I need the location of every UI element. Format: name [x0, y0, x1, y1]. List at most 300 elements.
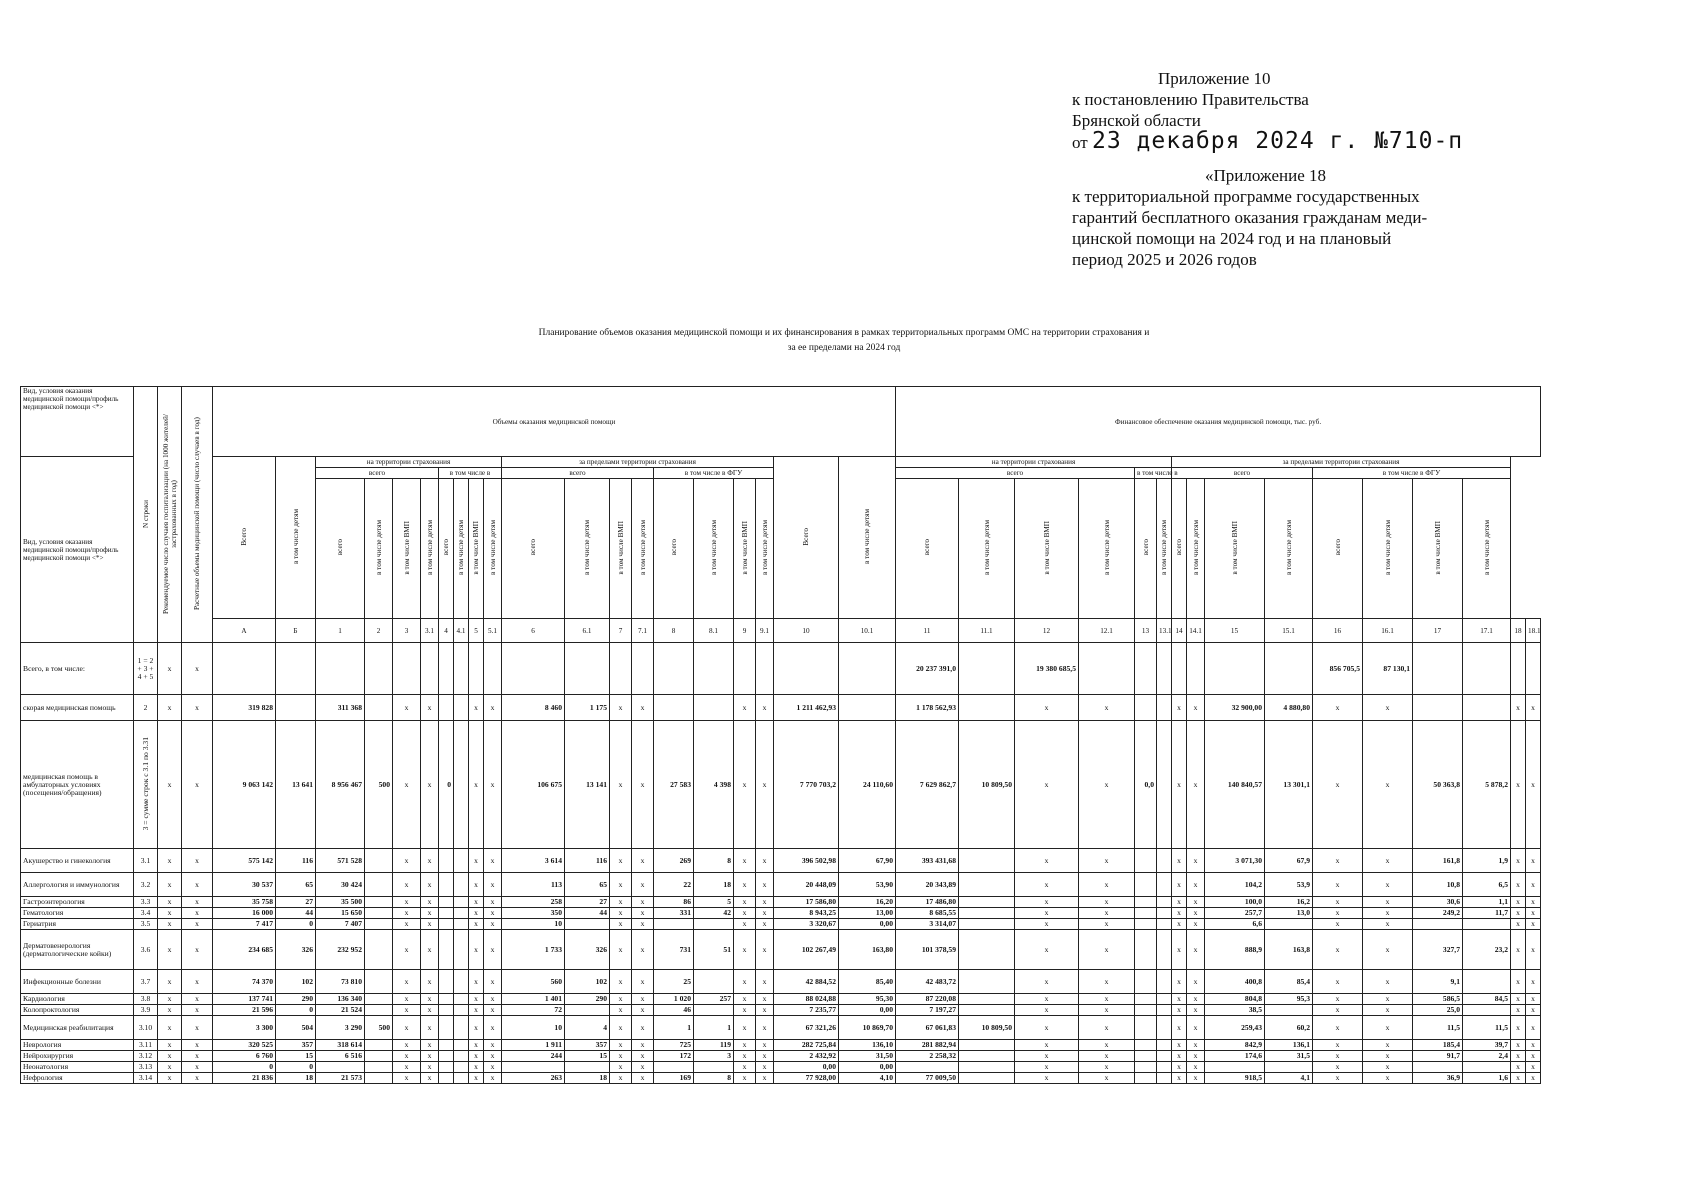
table-cell: 326: [565, 930, 610, 970]
table-cell: x: [1079, 919, 1135, 930]
header-vol-children: в том числе детям: [276, 457, 316, 619]
table-cell: x: [1079, 1051, 1135, 1062]
table-cell: 21 836: [213, 1073, 276, 1084]
table-cell: x: [484, 970, 502, 994]
table-cell: [1413, 643, 1463, 695]
table-cell: x: [610, 970, 632, 994]
table-row: [21, 873, 1541, 897]
table-cell: 8 460: [502, 695, 565, 721]
table-cell: 17 586,80: [774, 897, 839, 908]
table-cell: [959, 908, 1015, 919]
table-cell: [654, 695, 694, 721]
table-cell: [959, 849, 1015, 873]
table-cell: x: [158, 643, 182, 695]
table-cell: x: [158, 849, 182, 873]
table-cell: x: [610, 873, 632, 897]
table-cell: x: [1363, 1073, 1413, 1084]
table-cell: x: [421, 721, 439, 849]
table-cell: 918,5: [1205, 1073, 1265, 1084]
table-cell: x: [1511, 1005, 1526, 1016]
table-cell: 586,5: [1413, 994, 1463, 1005]
table-cell: x: [756, 695, 774, 721]
table-cell: [316, 643, 365, 695]
table-cell: [1463, 1062, 1511, 1073]
table-cell: [439, 849, 454, 873]
table-cell: x: [484, 1005, 502, 1016]
table-cell: x: [1187, 970, 1205, 994]
table-cell: 7 770 703,2: [774, 721, 839, 849]
table-cell: [565, 1005, 610, 1016]
table-cell: x: [1526, 1062, 1541, 1073]
header-fin-children: в том числе детям: [839, 457, 896, 619]
table-cell: x: [1079, 1016, 1135, 1040]
table-cell: x: [158, 919, 182, 930]
table-cell: x: [1172, 908, 1187, 919]
table-cell: 331: [654, 908, 694, 919]
table-cell: 11,5: [1463, 1016, 1511, 1040]
table-cell: x: [158, 930, 182, 970]
table-cell: x: [1526, 994, 1541, 1005]
table-cell: 8: [694, 1073, 734, 1084]
table-cell: 113: [502, 873, 565, 897]
header-fin-out-total: всего: [1172, 468, 1313, 479]
table-cell: x: [1363, 1062, 1413, 1073]
table-cell: x: [756, 994, 774, 1005]
table-cell: [1157, 1040, 1172, 1051]
column-code: 1: [316, 619, 365, 643]
table-cell: x: [484, 695, 502, 721]
table-cell: x: [734, 1051, 756, 1062]
table-cell: 20 343,89: [896, 873, 959, 897]
header-view-top: Вид, условия оказания медицинской помощи/профиль медицинской помощи <*>: [21, 387, 134, 457]
table-cell: x: [1313, 1051, 1363, 1062]
table-cell: x: [756, 1040, 774, 1051]
table-cell: [1135, 1062, 1157, 1073]
table-cell: [959, 873, 1015, 897]
table-cell: 101 378,59: [896, 930, 959, 970]
table-cell: x: [182, 1016, 213, 1040]
table-cell: 22: [654, 873, 694, 897]
table-cell: 5: [694, 897, 734, 908]
table-cell: [734, 643, 756, 695]
subheader-cell: в том числе ВМП: [1015, 479, 1079, 619]
table-cell: x: [484, 721, 502, 849]
subheader-cell: в том числе детям: [421, 479, 439, 619]
table-cell: x: [484, 919, 502, 930]
row-code: 3.13: [134, 1062, 158, 1073]
table-cell: x: [1511, 994, 1526, 1005]
subheader-cell: всего: [439, 479, 454, 619]
table-cell: 27 583: [654, 721, 694, 849]
table-cell: 24 110,60: [839, 721, 896, 849]
table-cell: 7 235,77: [774, 1005, 839, 1016]
table-cell: 119: [694, 1040, 734, 1051]
table-cell: x: [469, 721, 484, 849]
table-cell: 500: [365, 721, 393, 849]
column-code: 3: [393, 619, 421, 643]
row-label: Нефрология: [21, 1073, 134, 1084]
table-cell: 8 943,25: [774, 908, 839, 919]
table-cell: x: [632, 908, 654, 919]
table-cell: 13 301,1: [1265, 721, 1313, 849]
table-cell: [839, 643, 896, 695]
table-cell: x: [632, 873, 654, 897]
table-cell: x: [734, 873, 756, 897]
table-cell: x: [632, 919, 654, 930]
table-cell: x: [1511, 1062, 1526, 1073]
table-cell: [1157, 897, 1172, 908]
table-cell: x: [1313, 873, 1363, 897]
table-cell: 504: [276, 1016, 316, 1040]
table-row: [21, 643, 1541, 695]
table-cell: x: [1187, 908, 1205, 919]
header-view: Вид, условия оказания медицинской помощи/профиль медицинской помощи <*>: [21, 457, 134, 643]
table-cell: x: [1187, 1016, 1205, 1040]
table-cell: x: [1187, 695, 1205, 721]
subheader-cell: в том числе детям: [756, 479, 774, 619]
table-row: [21, 1016, 1541, 1040]
table-cell: x: [1187, 721, 1205, 849]
table-cell: x: [1172, 1051, 1187, 1062]
table-cell: x: [1187, 994, 1205, 1005]
table-cell: [694, 970, 734, 994]
table-cell: [1265, 1062, 1313, 1073]
table-cell: x: [469, 897, 484, 908]
table-cell: [959, 1040, 1015, 1051]
row-label: Всего, в том числе:: [21, 643, 134, 695]
subheader-cell: в том числе детям: [632, 479, 654, 619]
table-cell: x: [1526, 695, 1541, 721]
table-cell: [959, 897, 1015, 908]
table-cell: x: [1187, 1040, 1205, 1051]
table-cell: x: [1313, 930, 1363, 970]
subheader-cell: всего: [1172, 479, 1187, 619]
document-title-line-1: Планирование объемов оказания медицинской помощи и их финансирования в рамках территориальных программ ОМС на территории страхования и: [538, 328, 1150, 338]
header-nrow: N строки: [134, 387, 158, 643]
table-cell: 42 884,52: [774, 970, 839, 994]
row-code: 3.1: [134, 849, 158, 873]
subheader-cell: всего: [1313, 479, 1363, 619]
column-code: 17.1: [1463, 619, 1511, 643]
table-cell: x: [1079, 695, 1135, 721]
table-cell: [1157, 919, 1172, 930]
row-label: Гематология: [21, 908, 134, 919]
table-cell: x: [1363, 721, 1413, 849]
table-cell: x: [734, 1073, 756, 1084]
table-cell: x: [469, 1062, 484, 1073]
table-cell: 4 880,80: [1265, 695, 1313, 721]
table-cell: x: [632, 1040, 654, 1051]
header-fin-total: Всего: [774, 457, 839, 619]
table-cell: x: [1526, 919, 1541, 930]
table-cell: 888,9: [1205, 930, 1265, 970]
table-cell: 3 300: [213, 1016, 276, 1040]
table-cell: x: [1015, 1062, 1079, 1073]
table-cell: [365, 849, 393, 873]
table-cell: x: [1172, 897, 1187, 908]
table-cell: 0,0: [1135, 721, 1157, 849]
header-line-1: Приложение 10: [1158, 69, 1271, 88]
table-cell: 10: [502, 1016, 565, 1040]
row-code: 3.4: [134, 908, 158, 919]
row-label: Инфекционные болезни: [21, 970, 134, 994]
table-cell: 319 828: [213, 695, 276, 721]
table-cell: [1135, 1005, 1157, 1016]
table-cell: 1 175: [565, 695, 610, 721]
table-cell: [439, 1051, 454, 1062]
table-cell: x: [632, 897, 654, 908]
table-cell: x: [1172, 930, 1187, 970]
table-cell: x: [1079, 1073, 1135, 1084]
table-cell: x: [1511, 908, 1526, 919]
table-cell: 74 370: [213, 970, 276, 994]
subheader-cell: в том числе ВМП: [469, 479, 484, 619]
table-cell: x: [1511, 849, 1526, 873]
table-cell: x: [756, 1005, 774, 1016]
table-cell: 42 483,72: [896, 970, 959, 994]
table-cell: x: [610, 908, 632, 919]
column-code: 15.1: [1265, 619, 1313, 643]
table-cell: 27: [565, 897, 610, 908]
column-code: 10.1: [839, 619, 896, 643]
table-cell: 290: [565, 994, 610, 1005]
table-cell: x: [469, 930, 484, 970]
table-cell: x: [393, 1005, 421, 1016]
table-cell: [365, 643, 393, 695]
table-cell: x: [610, 1005, 632, 1016]
column-code: 5: [469, 619, 484, 643]
table-row: [21, 908, 1541, 919]
table-cell: 137 741: [213, 994, 276, 1005]
table-cell: 500: [365, 1016, 393, 1040]
table-cell: [454, 1040, 469, 1051]
table-cell: x: [610, 849, 632, 873]
column-code: 17: [1413, 619, 1463, 643]
table-cell: 35 500: [316, 897, 365, 908]
table-cell: [959, 1005, 1015, 1016]
column-code: 18.1: [1526, 619, 1541, 643]
table-cell: [1157, 695, 1172, 721]
table-cell: x: [1015, 721, 1079, 849]
column-code: 4.1: [454, 619, 469, 643]
table-cell: [1205, 643, 1265, 695]
table-cell: [1135, 970, 1157, 994]
table-cell: 259,43: [1205, 1016, 1265, 1040]
table-cell: 95,3: [1265, 994, 1313, 1005]
table-cell: x: [610, 897, 632, 908]
table-cell: 234 685: [213, 930, 276, 970]
table-cell: x: [632, 970, 654, 994]
table-cell: 2 258,32: [896, 1051, 959, 1062]
table-cell: [1135, 930, 1157, 970]
table-cell: x: [756, 721, 774, 849]
table-cell: x: [1172, 1073, 1187, 1084]
table-cell: x: [1079, 1005, 1135, 1016]
table-cell: x: [421, 1040, 439, 1051]
table-cell: 350: [502, 908, 565, 919]
table-cell: 1 178 562,93: [896, 695, 959, 721]
table-cell: x: [734, 930, 756, 970]
table-cell: 60,2: [1265, 1016, 1313, 1040]
row-label: Неонатология: [21, 1062, 134, 1073]
row-code: 3.5: [134, 919, 158, 930]
table-row: [21, 849, 1541, 873]
table-cell: x: [1172, 970, 1187, 994]
column-code: 14.1: [1187, 619, 1205, 643]
table-cell: x: [1363, 970, 1413, 994]
table-cell: x: [393, 1040, 421, 1051]
table-cell: 16,2: [1265, 897, 1313, 908]
table-cell: 65: [565, 873, 610, 897]
table-cell: 102: [565, 970, 610, 994]
table-cell: [959, 970, 1015, 994]
table-cell: 575 142: [213, 849, 276, 873]
column-code: 16.1: [1363, 619, 1413, 643]
table-cell: 269: [654, 849, 694, 873]
table-cell: 10 869,70: [839, 1016, 896, 1040]
table-cell: x: [182, 919, 213, 930]
table-cell: x: [393, 695, 421, 721]
table-row: [21, 1005, 1541, 1016]
table-cell: [1511, 643, 1526, 695]
subheader-cell: всего: [316, 479, 365, 619]
table-cell: x: [182, 1005, 213, 1016]
table-cell: 39,7: [1463, 1040, 1511, 1051]
table-cell: x: [484, 1051, 502, 1062]
table-cell: x: [1079, 1040, 1135, 1051]
table-cell: 32 900,00: [1205, 695, 1265, 721]
table-cell: x: [756, 1073, 774, 1084]
table-cell: [469, 643, 484, 695]
subheader-cell: в том числе ВМП: [1413, 479, 1463, 619]
table-cell: x: [1526, 897, 1541, 908]
header-finance: Финансовое обеспечение оказания медицинской помощи, тыс. руб.: [896, 387, 1541, 457]
table-cell: [365, 897, 393, 908]
document-title-line-2: за ее пределами на 2024 год: [787, 343, 901, 353]
table-cell: x: [1015, 930, 1079, 970]
table-cell: [276, 695, 316, 721]
header-vol-total: Всего: [213, 457, 276, 619]
table-cell: x: [182, 849, 213, 873]
table-cell: x: [1511, 1016, 1526, 1040]
table-cell: [1157, 1051, 1172, 1062]
table-cell: x: [469, 695, 484, 721]
table-cell: [439, 908, 454, 919]
planning-table: [20, 386, 1541, 1084]
table-cell: 3 290: [316, 1016, 365, 1040]
table-cell: [365, 930, 393, 970]
table-cell: x: [1079, 994, 1135, 1005]
table-cell: [1157, 849, 1172, 873]
table-cell: 6 760: [213, 1051, 276, 1062]
table-cell: 46: [654, 1005, 694, 1016]
table-cell: x: [756, 930, 774, 970]
table-cell: 396 502,98: [774, 849, 839, 873]
table-cell: 7 197,27: [896, 1005, 959, 1016]
table-cell: [1135, 1073, 1157, 1084]
column-code: 10: [774, 619, 839, 643]
table-cell: x: [1187, 873, 1205, 897]
table-cell: 0: [276, 1062, 316, 1073]
subheader-cell: в том числе ВМП: [1205, 479, 1265, 619]
table-cell: x: [158, 1016, 182, 1040]
table-cell: x: [393, 1062, 421, 1073]
table-cell: 16 000: [213, 908, 276, 919]
table-cell: 19 380 685,5: [1015, 643, 1079, 695]
table-cell: x: [734, 721, 756, 849]
table-cell: 15: [565, 1051, 610, 1062]
table-cell: x: [1363, 1051, 1413, 1062]
table-row: [21, 721, 1541, 849]
table-cell: x: [182, 994, 213, 1005]
table-cell: [439, 897, 454, 908]
table-cell: x: [632, 1051, 654, 1062]
table-cell: 77 009,50: [896, 1073, 959, 1084]
table-cell: x: [421, 919, 439, 930]
table-cell: x: [182, 1051, 213, 1062]
table-cell: [484, 643, 502, 695]
table-cell: 116: [276, 849, 316, 873]
table-cell: x: [421, 897, 439, 908]
table-cell: x: [734, 897, 756, 908]
table-cell: x: [1015, 1051, 1079, 1062]
table-cell: x: [421, 695, 439, 721]
table-cell: 13,00: [839, 908, 896, 919]
table-cell: 67,9: [1265, 849, 1313, 873]
table-row: [21, 1073, 1541, 1084]
table-cell: x: [1187, 1073, 1205, 1084]
table-cell: x: [734, 1040, 756, 1051]
table-cell: [1463, 970, 1511, 994]
table-cell: x: [393, 897, 421, 908]
table-cell: 87 220,08: [896, 994, 959, 1005]
subheader-cell: в том числе детям: [1265, 479, 1313, 619]
table-cell: 4,1: [1265, 1073, 1313, 1084]
approval-header: [1072, 68, 1463, 270]
table-cell: x: [756, 919, 774, 930]
table-cell: [1135, 919, 1157, 930]
table-row: [21, 994, 1541, 1005]
table-cell: x: [1172, 695, 1187, 721]
table-cell: [439, 873, 454, 897]
row-label: Колопроктология: [21, 1005, 134, 1016]
table-cell: x: [1526, 873, 1541, 897]
table-cell: 1 911: [502, 1040, 565, 1051]
table-cell: x: [610, 1040, 632, 1051]
table-cell: x: [158, 695, 182, 721]
table-cell: [1157, 643, 1172, 695]
table-cell: x: [393, 849, 421, 873]
table-cell: [694, 919, 734, 930]
table-cell: 8: [694, 849, 734, 873]
table-cell: x: [1363, 919, 1413, 930]
column-code: 13: [1135, 619, 1157, 643]
table-cell: [365, 1005, 393, 1016]
table-cell: 95,30: [839, 994, 896, 1005]
header-vol-in: на территории страхования: [316, 457, 502, 468]
subheader-cell: всего: [654, 479, 694, 619]
header-line-8: цинской помощи на 2024 год и на плановый: [1072, 229, 1392, 248]
table-cell: [1157, 930, 1172, 970]
table-cell: 1,9: [1463, 849, 1511, 873]
table-cell: x: [756, 1016, 774, 1040]
row-label: Акушерство и гинекология: [21, 849, 134, 873]
table-cell: [896, 1062, 959, 1073]
header-calculated: Расчетные объемы медицинской помощи (число случаев в год): [182, 387, 213, 643]
table-cell: x: [1313, 994, 1363, 1005]
table-cell: x: [1187, 919, 1205, 930]
table-cell: x: [1526, 1051, 1541, 1062]
